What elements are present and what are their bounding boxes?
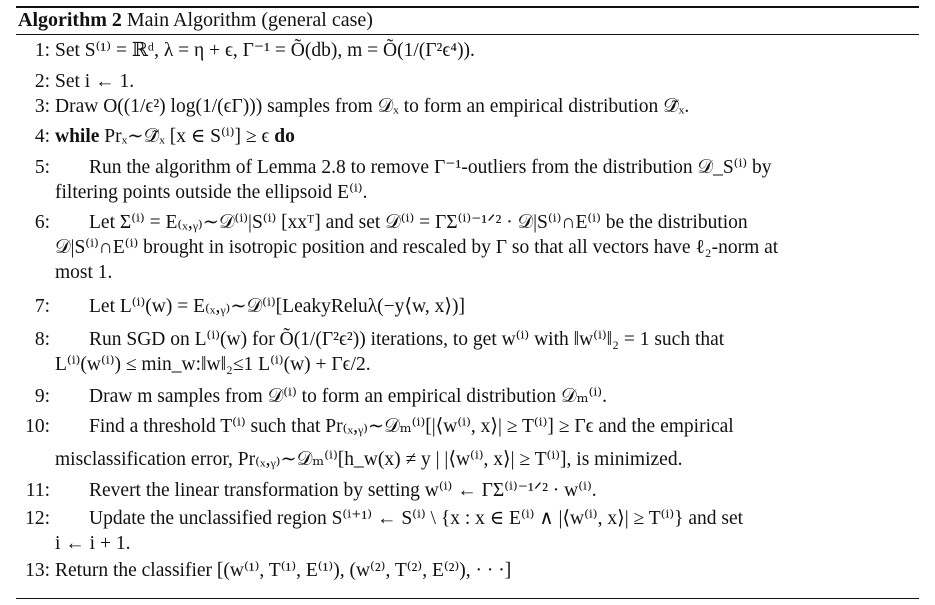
step-11 — [0, 478, 935, 506]
step-6 — [0, 210, 935, 294]
algorithm-caption — [18, 8, 373, 32]
step-1 — [0, 38, 935, 69]
line-number: 7: — [34, 296, 50, 317]
step-line-2: 𝒟|S⁽ⁱ⁾∩E⁽ⁱ⁾ brought in isotropic position and rescaled by Γ so that all vectors have ℓ₂-norm at — [55, 237, 779, 258]
step-text — [55, 414, 921, 472]
line-number: 6: — [34, 212, 50, 233]
caption-rule — [16, 34, 919, 35]
step-text — [55, 124, 921, 149]
step-10 — [0, 414, 935, 478]
while-condition: Prₓ∼𝒟̃ₓ [x ∈ S⁽ⁱ⁾] ≥ ϵ — [104, 126, 270, 147]
step-text: Set S⁽¹⁾ = ℝᵈ, λ = η + ϵ, Γ⁻¹ = Õ(db), m = Õ(1/(Γ²ϵ⁴)). — [55, 40, 475, 61]
line-number: 8: — [34, 329, 50, 350]
line-number: 1: — [34, 40, 50, 61]
step-line-2: i ← i + 1. — [55, 533, 131, 554]
step-2 — [0, 69, 935, 94]
step-text — [55, 155, 921, 205]
line-number: 11: — [25, 480, 50, 501]
step-text: Draw m samples from 𝒟⁽ⁱ⁾ to form an empirical distribution 𝒟ₘ⁽ⁱ⁾. — [89, 386, 607, 407]
step-text: Return the classifier [(w⁽¹⁾, T⁽¹⁾, E⁽¹⁾), (w⁽²⁾, T⁽²⁾, E⁽²⁾), · · ·] — [55, 560, 512, 581]
algorithm-steps — [0, 38, 935, 586]
step-text — [55, 506, 921, 556]
line-number: 10: — [25, 416, 50, 437]
step-7 — [0, 294, 935, 327]
line-number: 3: — [34, 96, 50, 117]
algorithm-title: Main Algorithm (general case) — [126, 9, 373, 31]
do-keyword: do — [274, 126, 295, 147]
algorithm-label: Algorithm 2 — [18, 9, 122, 31]
bottom-rule — [16, 598, 919, 599]
step-line-3: most 1. — [55, 262, 113, 283]
line-number: 13: — [25, 560, 50, 581]
line-number: 2: — [34, 71, 50, 92]
step-3 — [0, 94, 935, 124]
step-8 — [0, 327, 935, 384]
step-9 — [0, 384, 935, 414]
step-line-1: Run the algorithm of Lemma 2.8 to remove Γ⁻¹-outliers from the distribution 𝒟_S⁽ⁱ⁾ by — [89, 157, 772, 178]
step-line-2: L⁽ⁱ⁾(w⁽ⁱ⁾) ≤ min_w:‖w‖₂≤1 L⁽ⁱ⁾(w) + Γϵ/2. — [55, 354, 371, 375]
line-number: 12: — [25, 508, 50, 529]
line-number: 9: — [34, 386, 50, 407]
step-text: Let L⁽ⁱ⁾(w) = E₍ₓ,ᵧ₎∼𝒟⁽ⁱ⁾[LeakyReluλ(−y⟨w, x⟩)] — [89, 296, 465, 317]
step-text — [55, 327, 921, 377]
line-number: 4: — [34, 126, 50, 147]
step-line-1: Find a threshold T⁽ⁱ⁾ such that Pr₍ₓ,ᵧ₎∼𝒟ₘ⁽ⁱ⁾[|⟨w⁽ⁱ⁾, x⟩| ≥ T⁽ⁱ⁾] ≥ Γϵ and the empirical — [89, 416, 734, 437]
step-line-1: Let Σ⁽ⁱ⁾ = E₍ₓ,ᵧ₎∼𝒟⁽ⁱ⁾|S⁽ⁱ⁾ [xxᵀ] and set 𝒟⁽ⁱ⁾ = ΓΣ⁽ⁱ⁾⁻¹ᐟ² · 𝒟|S⁽ⁱ⁾∩E⁽ⁱ⁾ be the distribution — [89, 212, 748, 233]
step-13 — [0, 558, 935, 586]
step-line-1: Run SGD on L⁽ⁱ⁾(w) for Õ(1/(Γ²ϵ²)) iterations, to get w⁽ⁱ⁾ with ‖w⁽ⁱ⁾‖₂ = 1 such that — [89, 329, 725, 350]
step-12 — [0, 506, 935, 558]
step-line-2: misclassification error, Pr₍ₓ,ᵧ₎∼𝒟ₘ⁽ⁱ⁾[h_w(x) ≠ y | |⟨w⁽ⁱ⁾, x⟩| ≥ T⁽ⁱ⁾], is minimized. — [55, 449, 683, 470]
step-text — [55, 210, 921, 285]
line-number: 5: — [34, 157, 50, 178]
step-line-1: Update the unclassified region S⁽ⁱ⁺¹⁾ ← S⁽ⁱ⁾ \ {x : x ∈ E⁽ⁱ⁾ ∧ |⟨w⁽ⁱ⁾, x⟩| ≥ T⁽ⁱ⁾} and set — [89, 508, 744, 529]
step-5 — [0, 155, 935, 210]
step-text: Revert the linear transformation by setting w⁽ⁱ⁾ ← ΓΣ⁽ⁱ⁾⁻¹ᐟ² · w⁽ⁱ⁾. — [89, 480, 597, 501]
step-text: Set i ← 1. — [55, 71, 135, 92]
step-4 — [0, 124, 935, 155]
step-line-2: filtering points outside the ellipsoid E⁽ⁱ⁾. — [55, 182, 368, 203]
step-text: Draw O((1/ϵ²) log(1/(ϵΓ))) samples from 𝒟ₓ to form an empirical distribution 𝒟̃ₓ. — [55, 96, 690, 117]
while-keyword: while — [55, 126, 100, 147]
